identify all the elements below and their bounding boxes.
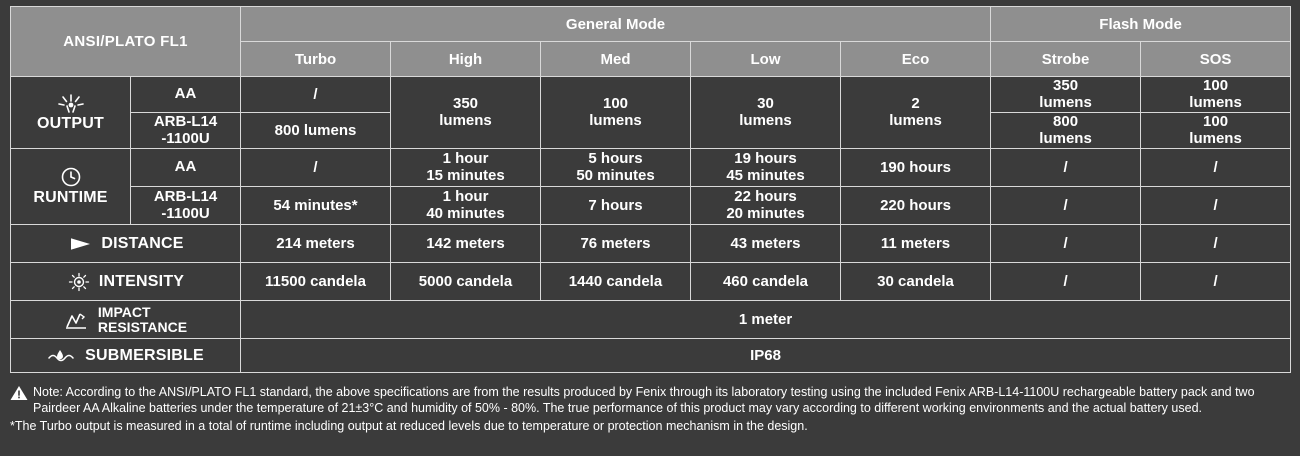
cell-intensity-eco: 30 candela [841,263,991,301]
column-header-eco: Eco [841,42,991,77]
row-label-distance-text: DISTANCE [101,234,184,252]
row-label-impact-resistance [11,301,241,339]
group-header-flash-mode: Flash Mode [991,7,1291,42]
table-row-output-aa [11,77,1291,113]
cell-output-arb-sos: 100 lumens [1141,113,1291,149]
battery-label-aa-output: AA [131,77,241,113]
battery-label-arb-runtime: ARB-L14 -1100U [131,187,241,225]
cell-runtime-arb-low: 22 hours 20 minutes [691,187,841,225]
cell-output-med: 100 lumens [541,77,691,149]
cell-distance-eco: 11 meters [841,225,991,263]
specifications-table [10,6,1291,373]
cell-runtime-arb-med: 7 hours [541,187,691,225]
clock-icon [60,166,82,188]
cell-output-aa-turbo: / [241,77,391,113]
water-icon [47,347,81,365]
cell-output-eco: 2 lumens [841,77,991,149]
beam-distance-icon [67,235,93,253]
cell-distance-high: 142 meters [391,225,541,263]
column-header-sos: SOS [1141,42,1291,77]
cell-distance-strobe: / [991,225,1141,263]
row-label-intensity [11,263,241,301]
cell-output-low: 30 lumens [691,77,841,149]
warning-icon [10,385,28,405]
row-label-distance [11,225,241,263]
cell-distance-sos: / [1141,225,1291,263]
row-label-intensity-text: INTENSITY [98,272,185,290]
cell-runtime-arb-eco: 220 hours [841,187,991,225]
row-label-output-text: OUTPUT [37,115,104,132]
table-row-impact-resistance [11,301,1291,339]
cell-runtime-arb-strobe: / [991,187,1141,225]
column-header-turbo: Turbo [241,42,391,77]
cell-runtime-arb-high: 1 hour 40 minutes [391,187,541,225]
table-row-intensity [11,263,1291,301]
cell-runtime-arb-turbo: 54 minutes* [241,187,391,225]
cell-intensity-turbo: 11500 candela [241,263,391,301]
column-header-high: High [391,42,541,77]
cell-output-aa-strobe: 350 lumens [991,77,1141,113]
cell-output-high: 350 lumens [391,77,541,149]
note-main-text: Note: According to the ANSI/PLATO FL1 standard, the above specifications are from the results produced by Fenix through its laboratory testing using the included Fenix ARB-L14-1100U rechargeable battery pack and two Pairdeer AA Alkaline batteries under the temperature of 21±3°C and humidity of 50% - 80%. The true performance of this product may vary according to different working environments and the actual battery used. [33,385,1255,415]
cell-intensity-low: 460 candela [691,263,841,301]
row-label-submersible [11,339,241,373]
intensity-icon [67,272,91,292]
cell-runtime-aa-med: 5 hours 50 minutes [541,149,691,187]
cell-runtime-aa-low: 19 hours 45 minutes [691,149,841,187]
cell-output-aa-sos: 100 lumens [1141,77,1291,113]
cell-distance-med: 76 meters [541,225,691,263]
cell-runtime-aa-high: 1 hour 15 minutes [391,149,541,187]
battery-label-arb-output: ARB-L14 -1100U [131,113,241,149]
cell-impact-resistance-value: 1 meter [241,301,1291,339]
battery-label-aa-runtime: AA [131,149,241,187]
cell-output-arb-strobe: 800 lumens [991,113,1141,149]
row-label-impact-resistance-text: IMPACT RESISTANCE [97,303,188,335]
cell-runtime-aa-strobe: / [991,149,1141,187]
column-header-low: Low [691,42,841,77]
cell-intensity-high: 5000 candela [391,263,541,301]
cell-distance-turbo: 214 meters [241,225,391,263]
cell-intensity-sos: / [1141,263,1291,301]
cell-submersible-value: IP68 [241,339,1291,373]
table-row-distance [11,225,1291,263]
burst-icon [56,92,86,114]
cell-runtime-aa-turbo: / [241,149,391,187]
column-header-strobe: Strobe [991,42,1141,77]
spec-sheet [0,6,1300,456]
row-label-runtime-text: RUNTIME [33,189,108,206]
table-row-runtime-aa [11,149,1291,187]
table-row-submersible [11,339,1291,373]
cell-distance-low: 43 meters [691,225,841,263]
cell-intensity-med: 1440 candela [541,263,691,301]
table-row-runtime-arb [11,187,1291,225]
cell-output-arb-turbo: 800 lumens [241,113,391,149]
cell-intensity-strobe: / [991,263,1141,301]
note-block [10,384,1292,434]
note-footnote-text: *The Turbo output is measured in a total of runtime including output at reduced levels due to temperature or protection mechanism in the design. [10,419,808,433]
row-label-submersible-text: SUBMERSIBLE [85,346,204,364]
cell-runtime-aa-sos: / [1141,149,1291,187]
group-header-general-mode: General Mode [241,7,991,42]
row-label-runtime [11,149,131,225]
impact-icon [64,310,90,330]
table-header-group-row [11,7,1291,42]
row-label-output [11,77,131,149]
column-header-med: Med [541,42,691,77]
corner-title: ANSI/PLATO FL1 [11,7,241,77]
cell-runtime-aa-eco: 190 hours [841,149,991,187]
cell-runtime-arb-sos: / [1141,187,1291,225]
